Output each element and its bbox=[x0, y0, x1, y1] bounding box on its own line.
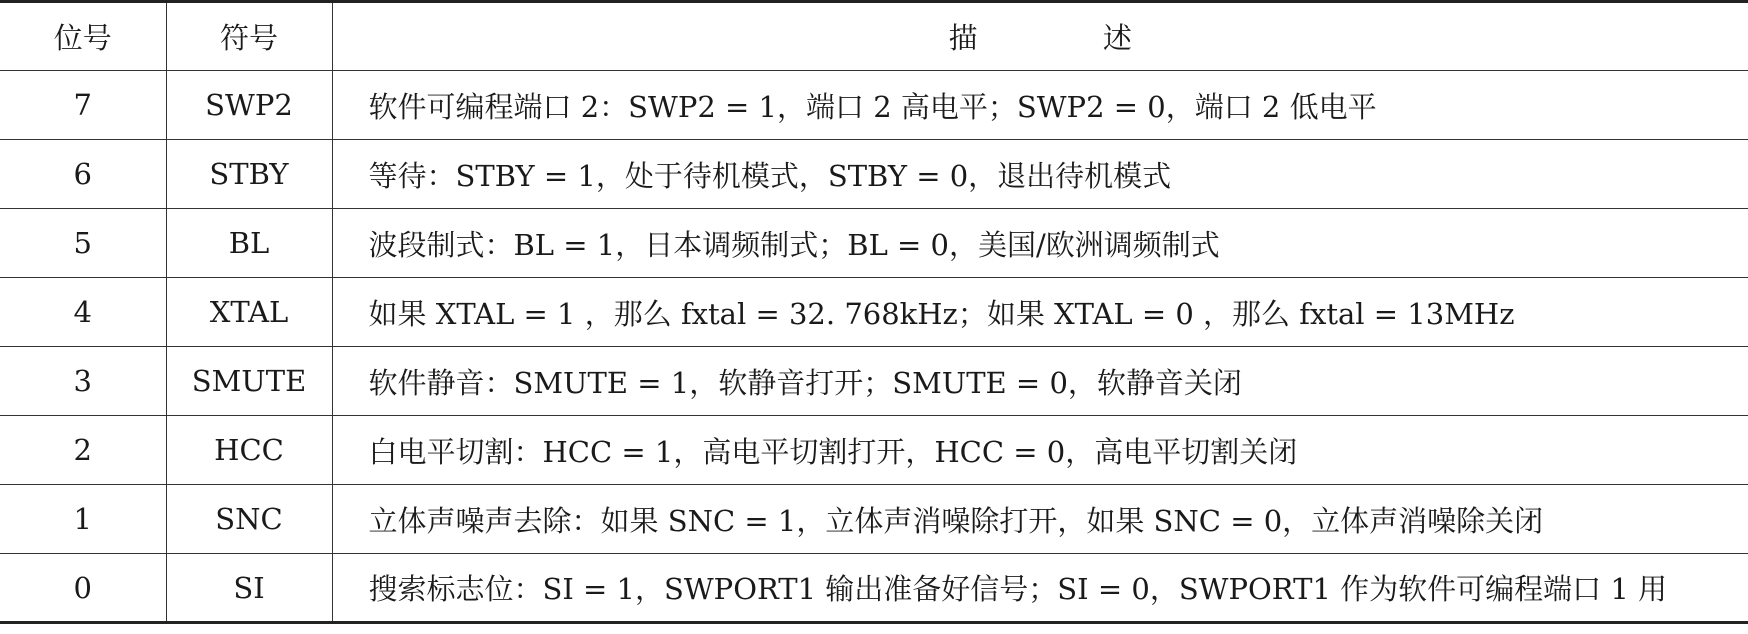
cell-bit: 1 bbox=[0, 485, 166, 554]
table-row bbox=[0, 416, 1748, 485]
cell-bit: 4 bbox=[0, 278, 166, 347]
cell-description: 等待：STBY = 1，处于待机模式，STBY = 0，退出待机模式 bbox=[332, 140, 1748, 209]
table-row bbox=[0, 554, 1748, 623]
cell-description: 搜索标志位：SI = 1，SWPORT1 输出准备好信号；SI = 0，SWPORT1 作为软件可编程端口 1 用 bbox=[332, 554, 1748, 623]
cell-bit: 7 bbox=[0, 71, 166, 140]
cell-bit: 6 bbox=[0, 140, 166, 209]
cell-bit: 0 bbox=[0, 554, 166, 623]
header-bit: 位号 bbox=[0, 2, 166, 71]
cell-symbol: BL bbox=[166, 209, 332, 278]
cell-description: 软件可编程端口 2：SWP2 = 1，端口 2 高电平；SWP2 = 0，端口 2 低电平 bbox=[332, 71, 1748, 140]
table-row bbox=[0, 71, 1748, 140]
table-row bbox=[0, 347, 1748, 416]
cell-description: 软件静音：SMUTE = 1，软静音打开；SMUTE = 0，软静音关闭 bbox=[332, 347, 1748, 416]
cell-bit: 2 bbox=[0, 416, 166, 485]
cell-bit: 3 bbox=[0, 347, 166, 416]
table-row bbox=[0, 209, 1748, 278]
cell-symbol: SMUTE bbox=[166, 347, 332, 416]
cell-description: 波段制式：BL = 1，日本调频制式；BL = 0，美国/欧洲调频制式 bbox=[332, 209, 1748, 278]
cell-symbol: SWP2 bbox=[166, 71, 332, 140]
cell-description: 立体声噪声去除：如果 SNC = 1，立体声消噪除打开，如果 SNC = 0，立体声消噪除关闭 bbox=[332, 485, 1748, 554]
header-description: 描 述 bbox=[332, 2, 1748, 71]
cell-symbol: SI bbox=[166, 554, 332, 623]
cell-description: 如果 XTAL = 1 ，那么 fxtal = 32. 768kHz；如果 XTAL = 0 ，那么 fxtal = 13MHz bbox=[332, 278, 1748, 347]
header-symbol: 符号 bbox=[166, 2, 332, 71]
table-row bbox=[0, 278, 1748, 347]
cell-description: 白电平切割：HCC = 1，高电平切割打开，HCC = 0，高电平切割关闭 bbox=[332, 416, 1748, 485]
cell-symbol: XTAL bbox=[166, 278, 332, 347]
cell-symbol: SNC bbox=[166, 485, 332, 554]
table-header-row bbox=[0, 2, 1748, 71]
cell-bit: 5 bbox=[0, 209, 166, 278]
cell-symbol: STBY bbox=[166, 140, 332, 209]
cell-symbol: HCC bbox=[166, 416, 332, 485]
table-row bbox=[0, 140, 1748, 209]
table-row bbox=[0, 485, 1748, 554]
